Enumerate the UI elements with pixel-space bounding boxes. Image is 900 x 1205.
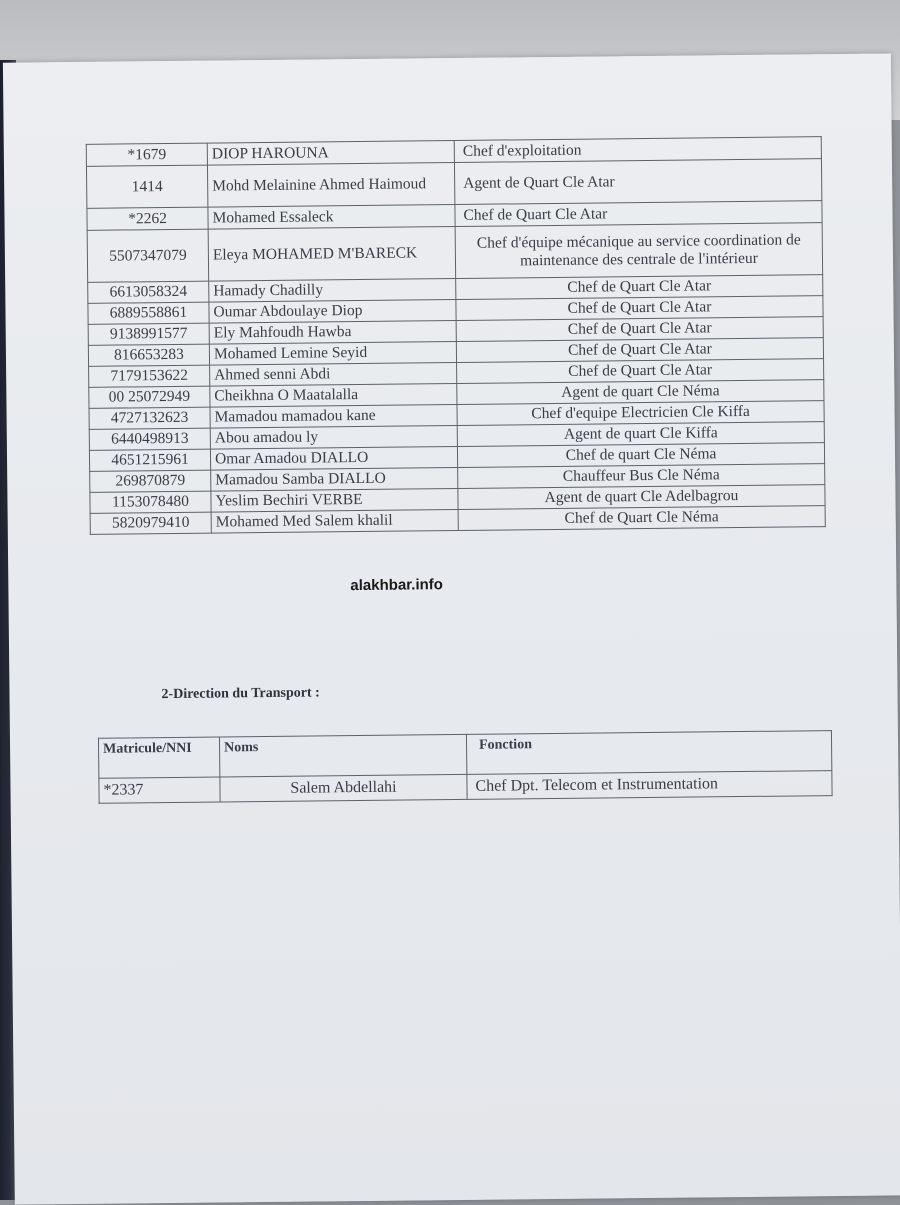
cell-name: Mohamed Lemine Seyid bbox=[209, 341, 456, 365]
cell-role: Chef de Quart Cle Atar bbox=[456, 338, 823, 363]
cell-id: *2337 bbox=[99, 777, 220, 803]
cell-name: Cheikhna O Maatalalla bbox=[210, 383, 457, 407]
cell-role: Chef de Quart Cle Atar bbox=[456, 296, 823, 321]
cell-role: Chef de Quart Cle Atar bbox=[455, 201, 822, 227]
cell-name: Salem Abdellahi bbox=[220, 774, 467, 802]
cell-id: 4727132623 bbox=[89, 407, 210, 429]
cell-role: Chauffeur Bus Cle Néma bbox=[458, 464, 825, 489]
cell-name: DIOP HAROUNA bbox=[207, 141, 454, 166]
cell-role: Chef de Quart Cle Atar bbox=[457, 359, 824, 384]
cell-id: *1679 bbox=[86, 143, 207, 166]
section-heading: 2-Direction du Transport : bbox=[161, 685, 320, 703]
cell-id: 00 25072949 bbox=[89, 386, 210, 408]
cell-id: 7179153622 bbox=[89, 365, 210, 387]
cell-id: 5507347079 bbox=[87, 229, 209, 282]
cell-name: Omar Amadou DIALLO bbox=[210, 446, 457, 470]
cell-name: Abou amadou ly bbox=[210, 425, 457, 449]
cell-name: Yeslim Bechiri VERBE bbox=[211, 488, 458, 512]
cell-id: 6440498913 bbox=[89, 428, 210, 450]
cell-role: Chef de quart Cle Néma bbox=[457, 443, 824, 468]
cell-name: Mamadou Samba DIALLO bbox=[211, 467, 458, 491]
cell-role: Chef d'exploitation bbox=[454, 137, 821, 163]
cell-id: *2262 bbox=[87, 207, 208, 230]
header-fonction: Fonction bbox=[466, 731, 831, 775]
cell-name: Mamadou mamadou kane bbox=[210, 404, 457, 428]
cell-id: 1153078480 bbox=[90, 491, 211, 513]
header-noms: Noms bbox=[219, 734, 466, 777]
cell-name: Eleya MOHAMED M'BARECK bbox=[208, 227, 456, 282]
cell-role: Chef d'equipe Electricien Cle Kiffa bbox=[457, 401, 824, 426]
watermark: alakhbar.info bbox=[350, 576, 443, 595]
cell-role: Chef de Quart Cle Néma bbox=[458, 506, 825, 531]
cell-role: Agent de Quart Cle Atar bbox=[454, 159, 821, 205]
cell-name: Mohamed Med Salem khalil bbox=[211, 509, 458, 533]
cell-role: Chef d'équipe mécanique au service coordination de maintenance des centrale de l'intérieur bbox=[455, 223, 823, 279]
cell-role: Agent de quart Cle Néma bbox=[457, 380, 824, 405]
cell-role: Agent de quart Cle Kiffa bbox=[457, 422, 824, 447]
cell-name: Oumar Abdoulaye Diop bbox=[209, 299, 456, 323]
staff-table bbox=[86, 136, 826, 535]
cell-id: 6889558861 bbox=[88, 302, 209, 324]
cell-role: Chef Dpt. Telecom et Instrumentation bbox=[467, 771, 832, 800]
staff-table-body bbox=[86, 137, 825, 535]
cell-name: Mohamed Essaleck bbox=[208, 205, 455, 230]
document-page bbox=[3, 53, 900, 1204]
cell-id: 9138991577 bbox=[88, 323, 209, 345]
table-row bbox=[87, 223, 823, 283]
cell-name: Ahmed senni Abdi bbox=[210, 362, 457, 386]
cell-id: 1414 bbox=[86, 165, 207, 208]
cell-name: Ely Mahfoudh Hawba bbox=[209, 320, 456, 344]
header-matricule: Matricule/NNI bbox=[98, 737, 219, 778]
cell-name: Mohd Melainine Ahmed Haimoud bbox=[207, 163, 454, 208]
cell-role: Chef de Quart Cle Atar bbox=[456, 275, 823, 300]
cell-name: Hamady Chadilly bbox=[209, 278, 456, 302]
cell-id: 4651215961 bbox=[89, 449, 210, 471]
cell-role: Chef de Quart Cle Atar bbox=[456, 317, 823, 342]
cell-id: 5820979410 bbox=[90, 512, 211, 534]
cell-id: 269870879 bbox=[90, 470, 211, 492]
cell-id: 816653283 bbox=[88, 344, 209, 366]
transport-table bbox=[98, 730, 833, 804]
cell-role: Agent de quart Cle Adelbagrou bbox=[458, 485, 825, 510]
cell-id: 6613058324 bbox=[88, 281, 209, 303]
